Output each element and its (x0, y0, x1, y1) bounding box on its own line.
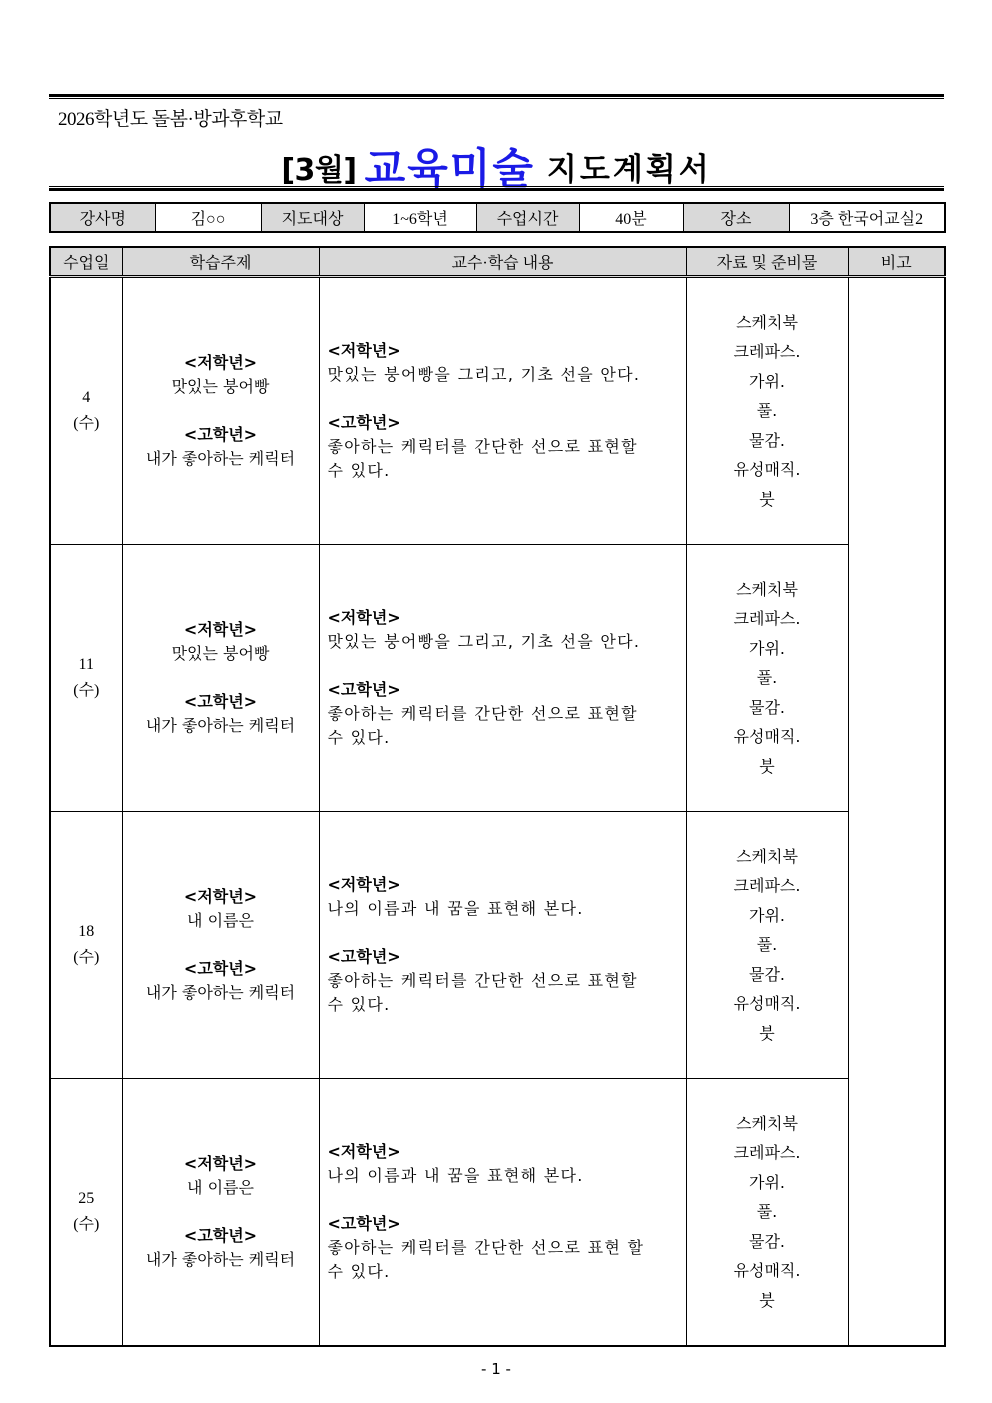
topic-low-grade-tag: <저학년> (183, 1154, 258, 1173)
column-header-note: 비고 (848, 247, 945, 277)
material-item: 스케치북 (736, 312, 798, 332)
content-cell (319, 1079, 686, 1347)
topic-high-grade-tag: <고학년> (183, 959, 258, 978)
lesson-day: (수) (73, 415, 100, 432)
content-high-grade-line: 수 있다. (327, 461, 391, 480)
content-high-grade-tag: <고학년> (327, 413, 401, 432)
table-row (50, 1079, 945, 1347)
header-top-rule (49, 94, 944, 99)
material-item: 풀. (756, 1202, 778, 1222)
topic-cell (122, 545, 319, 812)
material-item: 가위. (749, 905, 785, 925)
material-item: 풀. (756, 935, 778, 955)
material-item: 풀. (756, 401, 778, 421)
material-item: 물감. (749, 964, 785, 984)
material-item: 가위. (749, 371, 785, 391)
topic-low-grade: 내 이름은 (187, 911, 254, 930)
document-subtitle: 2026학년도 돌봄·방과후학교 (58, 109, 283, 130)
table-row (50, 277, 945, 545)
material-item: 물감. (749, 697, 785, 717)
header-bottom-rule (49, 186, 944, 191)
column-header-date: 수업일 (50, 247, 122, 277)
content-high-grade-line: 좋아하는 케릭터를 간단한 선으로 표현할 (327, 437, 638, 456)
topic-cell (122, 812, 319, 1079)
location-label: 장소 (683, 203, 789, 232)
lesson-date-cell (50, 812, 122, 1079)
materials-cell (686, 812, 848, 1079)
content-high-grade-line: 수 있다. (327, 728, 391, 747)
title-month: [3월] (281, 153, 357, 188)
topic-cell (122, 1079, 319, 1347)
content-low-grade-tag: <저학년> (327, 875, 401, 894)
lesson-date: 4 (82, 389, 91, 406)
content-low-grade: 나의 이름과 내 꿈을 표현해 본다. (327, 1166, 584, 1185)
info-table (49, 202, 946, 233)
content-low-grade-tag: <저학년> (327, 1142, 401, 1161)
instructor-value: 김○○ (155, 203, 261, 232)
title-subject: 교육미술 (364, 144, 535, 193)
content-cell (319, 812, 686, 1079)
topic-low-grade: 맛있는 붕어빵 (171, 644, 270, 663)
column-header-content: 교수·학습 내용 (319, 247, 686, 277)
content-cell (319, 277, 686, 545)
lesson-date-cell (50, 277, 122, 545)
material-item: 스케치북 (736, 579, 798, 599)
material-item: 붓 (759, 756, 775, 776)
lesson-date-cell (50, 545, 122, 812)
lesson-day: (수) (73, 682, 100, 699)
topic-high-grade-tag: <고학년> (183, 425, 258, 444)
material-item: 붓 (759, 1290, 775, 1310)
material-item: 풀. (756, 668, 778, 688)
lesson-date-cell (50, 1079, 122, 1347)
duration-value: 40분 (579, 203, 683, 232)
title-suffix: 지도계획서 (546, 152, 712, 188)
material-item: 물감. (749, 1231, 785, 1251)
material-item: 크레파스. (733, 876, 801, 896)
material-item: 유성매직. (733, 727, 801, 747)
lesson-date: 18 (78, 923, 95, 940)
topic-cell (122, 277, 319, 545)
material-item: 크레파스. (733, 342, 801, 362)
topic-high-grade: 내가 좋아하는 케릭터 (145, 449, 296, 468)
content-low-grade: 맛있는 붕어빵을 그리고, 기초 선을 안다. (327, 632, 641, 651)
topic-low-grade: 맛있는 붕어빵 (171, 377, 270, 396)
content-high-grade-tag: <고학년> (327, 1214, 401, 1233)
page-number: - 1 - (481, 1360, 511, 1378)
material-item: 크레파스. (733, 1143, 801, 1163)
material-item: 가위. (749, 638, 785, 658)
content-low-grade: 나의 이름과 내 꿈을 표현해 본다. (327, 899, 584, 918)
table-row (50, 545, 945, 812)
content-high-grade-line: 수 있다. (327, 1262, 391, 1281)
material-item: 가위. (749, 1172, 785, 1192)
topic-low-grade-tag: <저학년> (183, 620, 258, 639)
topic-high-grade: 내가 좋아하는 케릭터 (145, 983, 296, 1002)
column-header-topic: 학습주제 (122, 247, 319, 277)
material-item: 유성매직. (733, 1261, 801, 1281)
materials-cell (686, 1079, 848, 1347)
lesson-day: (수) (73, 1216, 100, 1233)
content-high-grade-tag: <고학년> (327, 947, 401, 966)
topic-high-grade-tag: <고학년> (183, 692, 258, 711)
content-high-grade-line: 좋아하는 케릭터를 간단한 선으로 표현할 (327, 971, 638, 990)
note-cell (848, 277, 945, 1347)
duration-label: 수업시간 (476, 203, 579, 232)
lesson-plan-table (49, 246, 946, 1347)
material-item: 붓 (759, 489, 775, 509)
content-high-grade-line: 좋아하는 케릭터를 간단한 선으로 표현할 (327, 704, 638, 723)
content-low-grade-tag: <저학년> (327, 608, 401, 627)
lesson-day: (수) (73, 949, 100, 966)
material-item: 붓 (759, 1023, 775, 1043)
material-item: 물감. (749, 430, 785, 450)
material-item: 스케치북 (736, 1113, 798, 1133)
instructor-label: 강사명 (50, 203, 155, 232)
topic-high-grade: 내가 좋아하는 케릭터 (145, 1250, 296, 1269)
lesson-date: 11 (78, 656, 94, 673)
table-row (50, 812, 945, 1079)
content-low-grade-tag: <저학년> (327, 341, 401, 360)
content-high-grade-line: 좋아하는 케릭터를 간단한 선으로 표현 할 (327, 1238, 645, 1257)
target-value: 1~6학년 (364, 203, 476, 232)
content-high-grade-tag: <고학년> (327, 680, 401, 699)
topic-low-grade-tag: <저학년> (183, 887, 258, 906)
materials-cell (686, 277, 848, 545)
materials-cell (686, 545, 848, 812)
material-item: 유성매직. (733, 994, 801, 1014)
material-item: 유성매직. (733, 460, 801, 480)
content-low-grade: 맛있는 붕어빵을 그리고, 기초 선을 안다. (327, 365, 641, 384)
content-cell (319, 545, 686, 812)
table-header-row (50, 247, 945, 277)
lesson-date: 25 (78, 1190, 95, 1207)
location-value: 3층 한국어교실2 (789, 203, 945, 232)
content-high-grade-line: 수 있다. (327, 995, 391, 1014)
topic-high-grade: 내가 좋아하는 케릭터 (145, 716, 296, 735)
topic-high-grade-tag: <고학년> (183, 1226, 258, 1245)
material-item: 스케치북 (736, 846, 798, 866)
topic-low-grade: 내 이름은 (187, 1178, 254, 1197)
material-item: 크레파스. (733, 609, 801, 629)
info-row (50, 203, 945, 232)
target-label: 지도대상 (261, 203, 364, 232)
column-header-materials: 자료 및 준비물 (686, 247, 848, 277)
topic-low-grade-tag: <저학년> (183, 353, 258, 372)
